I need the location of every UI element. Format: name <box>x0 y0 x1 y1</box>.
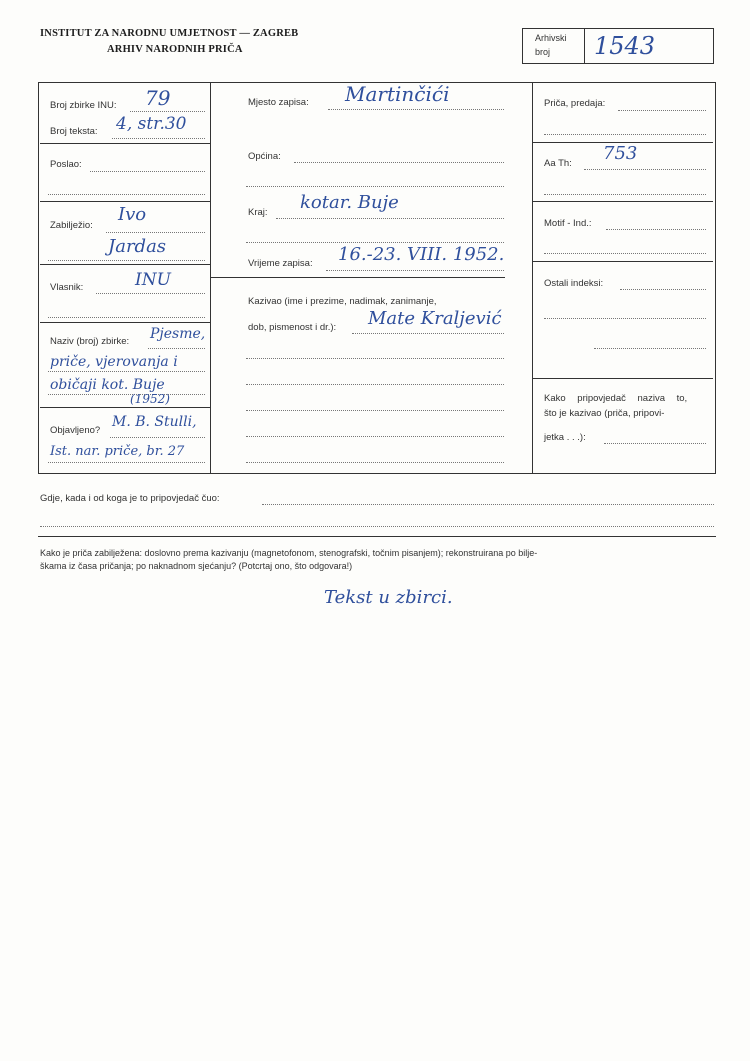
collection-line-1 <box>148 348 205 349</box>
narrator-line-3 <box>246 384 504 385</box>
collection-label: Naziv (broj) zbirke: <box>50 336 130 347</box>
date-line <box>326 270 504 271</box>
column-divider-right <box>532 82 533 474</box>
aath-line-1 <box>584 169 706 170</box>
heard-line-2 <box>40 526 714 527</box>
archive-title: ARHIV NARODNIH PRIČA <box>107 44 243 55</box>
aath-line-2 <box>544 194 706 195</box>
municipality-line-2 <box>246 186 504 187</box>
left-sep-1 <box>40 143 210 144</box>
collection-value-4: (1952) <box>130 392 170 406</box>
method-line-2: škama iz časa pričanja; po naknadnom sjećanju? (Potcrtaj ono, što odgovara!) <box>40 561 353 571</box>
right-sep-2 <box>533 201 713 202</box>
handwritten-note: Tekst u zbirci. <box>324 587 453 608</box>
footer-sep <box>38 536 716 537</box>
story-label: Priča, predaja: <box>544 98 606 109</box>
left-sep-2 <box>40 201 210 202</box>
archive-box-divider <box>584 28 585 64</box>
published-line-1 <box>110 437 205 438</box>
archive-label-1: Arhivski <box>535 33 567 43</box>
place-label: Mjesto zapisa: <box>248 97 309 108</box>
column-divider-left <box>210 82 211 474</box>
recorded-value-1: Ivo <box>118 204 147 225</box>
other-line-1 <box>620 289 706 290</box>
narrator-line-2 <box>246 358 504 359</box>
collection-value-1: Pjesme, <box>150 326 206 342</box>
published-label: Objavljeno? <box>50 425 101 436</box>
narrator-value: Mate Kraljević <box>368 308 502 329</box>
narrator-label-1: Kazivao (ime i prezime, nadimak, zanimanje, <box>248 296 437 307</box>
municipality-line-1 <box>294 162 504 163</box>
left-sep-5 <box>40 407 210 408</box>
mid-sep-1 <box>210 277 505 278</box>
other-line-3 <box>594 348 706 349</box>
narrator-line-4 <box>246 410 504 411</box>
place-line <box>328 109 504 110</box>
sent-line-1 <box>90 171 205 172</box>
left-sep-3 <box>40 264 210 265</box>
recorded-value-2: Jardas <box>108 236 167 257</box>
teller-line <box>604 443 706 444</box>
place-value: Martinčići <box>345 82 450 106</box>
sent-label: Poslao: <box>50 159 82 170</box>
collection-line-3 <box>48 394 205 395</box>
teller-label-3: jetka . . .): <box>544 432 586 443</box>
other-indexes-label: Ostali indeksi: <box>544 278 604 289</box>
aath-value: 753 <box>603 143 638 164</box>
owner-label: Vlasnik: <box>50 282 84 293</box>
published-line-2 <box>48 462 205 463</box>
narrator-line-1 <box>352 333 504 334</box>
collection-value-2: priče, vjerovanja i <box>50 354 178 370</box>
text-number-line <box>112 138 205 139</box>
left-sep-4 <box>40 322 210 323</box>
right-sep-4 <box>533 378 713 379</box>
region-value: kotar. Buje <box>300 192 399 213</box>
owner-value: INU <box>135 270 171 290</box>
region-line-2 <box>246 242 504 243</box>
inu-value: 79 <box>145 86 171 110</box>
heard-line-1 <box>262 504 714 505</box>
published-value-2: Ist. nar. priče, br. 27 <box>50 444 185 459</box>
date-value: 16.-23. VIII. 1952. <box>338 244 505 265</box>
collection-value-3: običaji kot. Buje <box>50 377 165 393</box>
motif-line-2 <box>544 253 706 254</box>
story-line-1 <box>618 110 706 111</box>
published-value-1: M. B. Stulli, <box>112 414 197 430</box>
date-label: Vrijeme zapisa: <box>248 258 313 269</box>
right-sep-3 <box>533 261 713 262</box>
aath-label: Aa Th: <box>544 158 572 169</box>
inu-label: Broj zbirke INU: <box>50 100 117 111</box>
teller-label-1: Kako pripovjedač naziva to, <box>544 393 688 404</box>
other-line-2 <box>544 318 706 319</box>
owner-line-1 <box>96 293 205 294</box>
narrator-line-6 <box>246 462 504 463</box>
archive-number-value: 1543 <box>594 32 656 60</box>
teller-label-2: što je kazivao (priča, pripovi- <box>544 408 665 419</box>
narrator-line-5 <box>246 436 504 437</box>
heard-from-label: Gdje, kada i od koga je to pripovjedač čuo: <box>40 493 220 504</box>
recorded-label: Zabilježio: <box>50 220 93 231</box>
institute-title: INSTITUT ZA NARODNU UMJETNOST — ZAGREB <box>40 28 299 39</box>
region-label: Kraj: <box>248 207 268 218</box>
archive-label-2: broj <box>535 47 551 57</box>
method-line-1: Kako je priča zabilježena: doslovno prema kazivanju (magnetofonom, stenografski, točnim pisanjem); rekonstruirana po bilje- <box>40 548 538 558</box>
text-number-label: Broj teksta: <box>50 126 98 137</box>
sent-line-2 <box>48 194 205 195</box>
narrator-label-2: dob, pismenost i dr.): <box>248 322 337 333</box>
motif-label: Motif - Ind.: <box>544 218 592 229</box>
story-line-2 <box>544 134 706 135</box>
collection-line-2 <box>48 371 205 372</box>
owner-line-2 <box>48 317 205 318</box>
recorded-line-2 <box>48 260 205 261</box>
recorded-line-1 <box>106 232 205 233</box>
municipality-label: Općina: <box>248 151 281 162</box>
motif-line-1 <box>606 229 706 230</box>
region-line-1 <box>276 218 504 219</box>
text-number-value: 4, str.30 <box>116 114 187 134</box>
inu-line <box>130 111 205 112</box>
